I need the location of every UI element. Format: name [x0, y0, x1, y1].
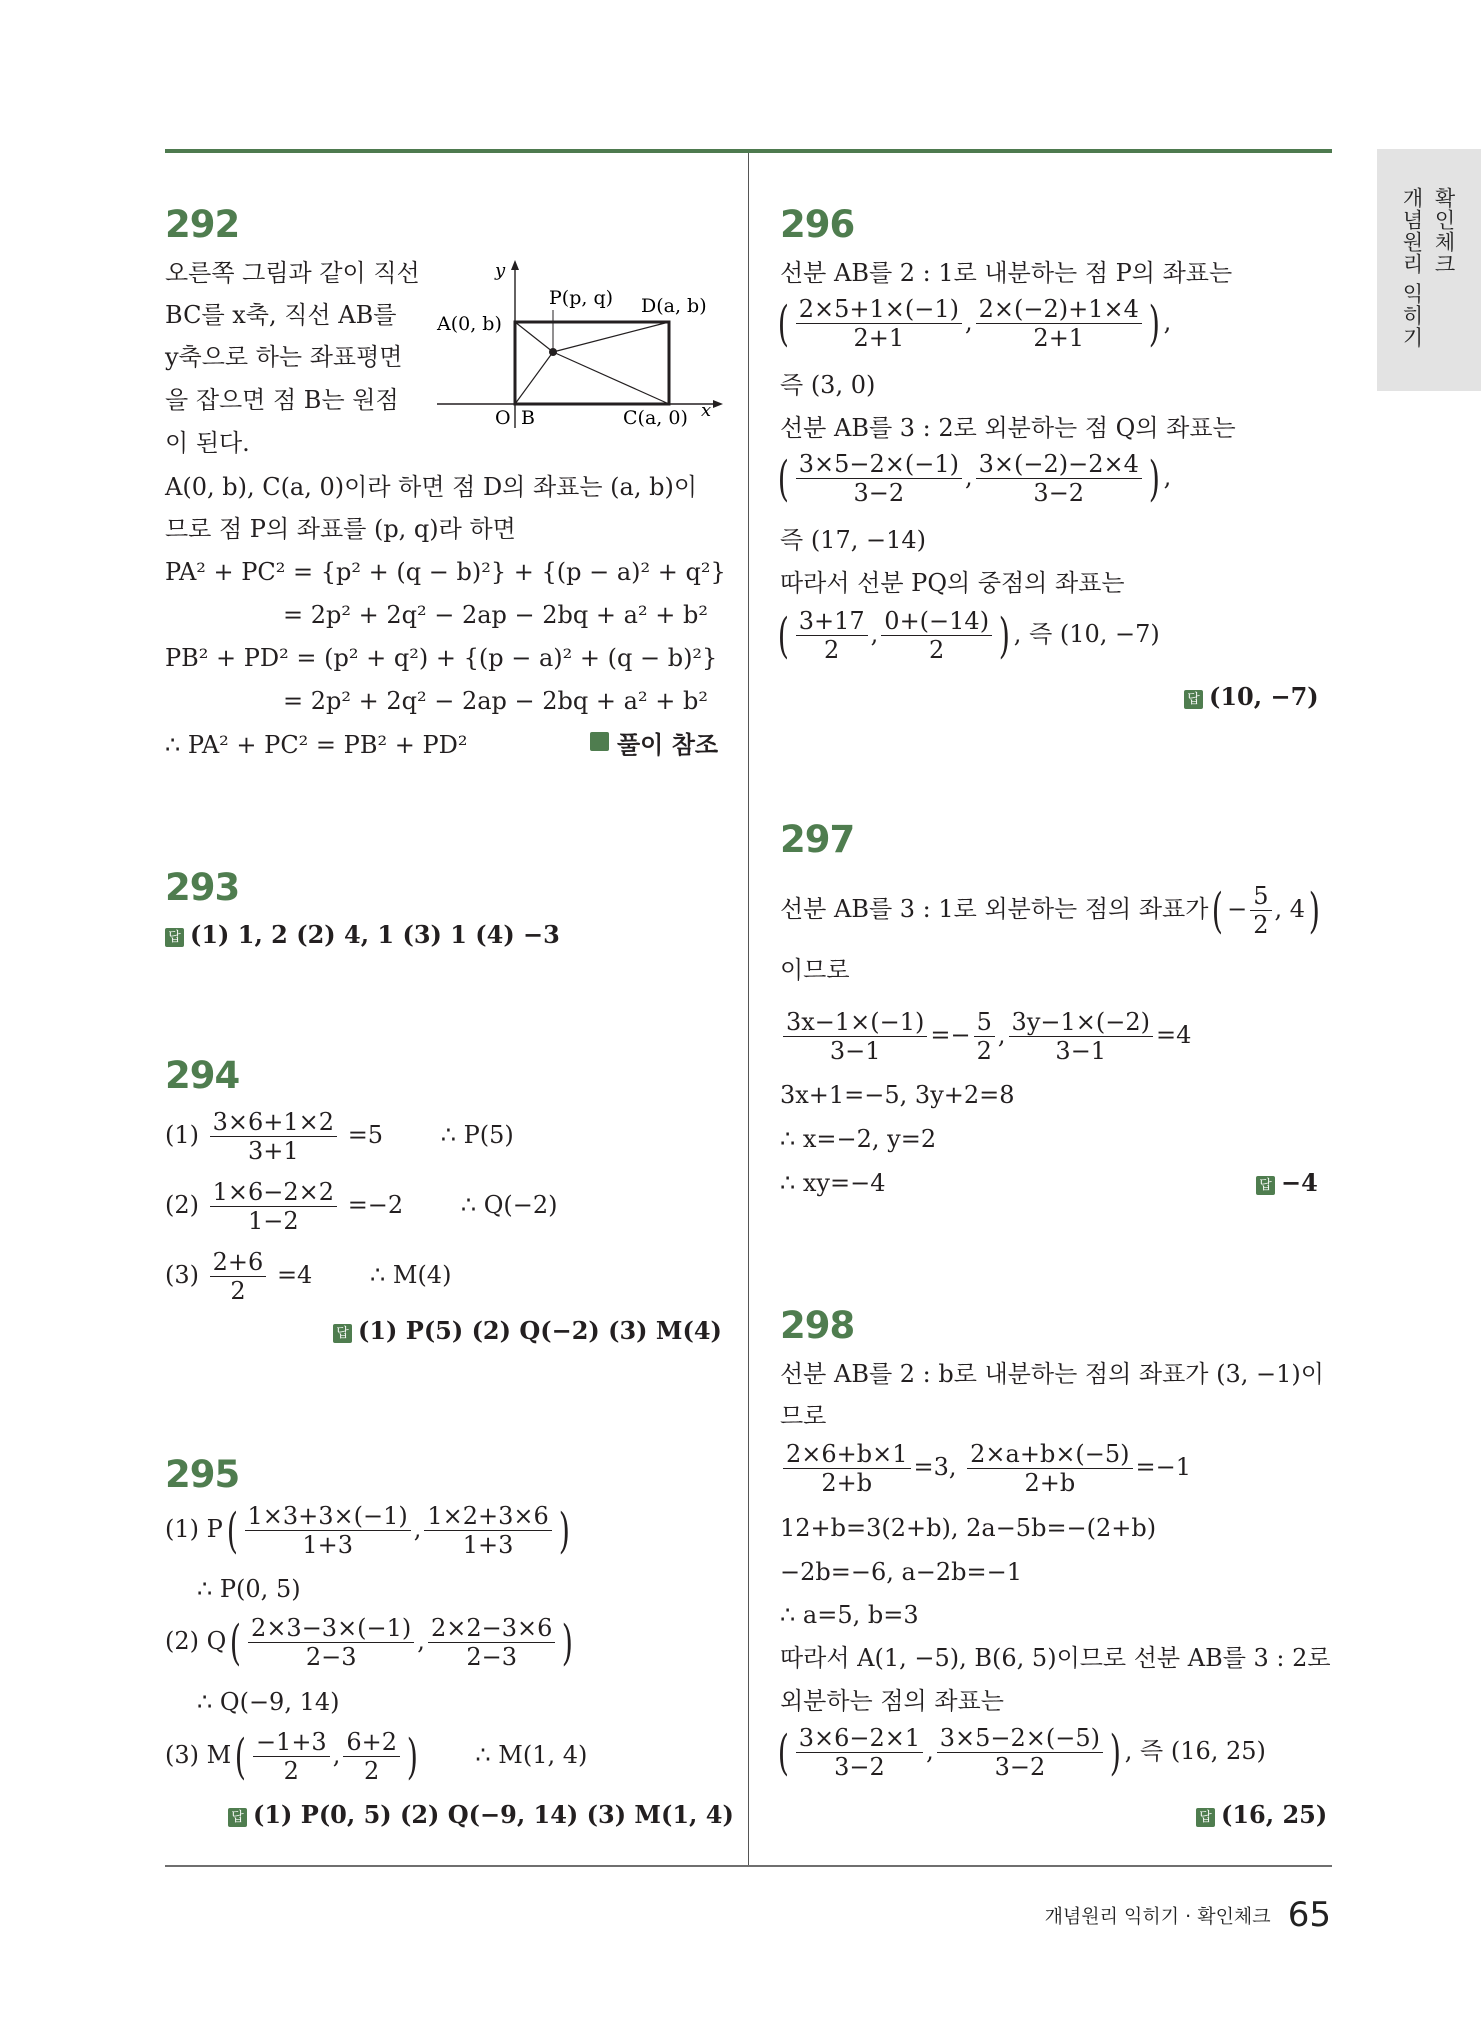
p295-answer: [228, 1800, 734, 1830]
p296-line-4: 즉 (17, −14): [780, 526, 926, 554]
p296-line-2: 즉 (3, 0): [780, 371, 876, 399]
answer-marker-icon: 답: [1256, 1176, 1275, 1195]
fraction-denominator: 2: [1253, 911, 1269, 939]
fraction-numerator: 2×2−3×6: [428, 1614, 555, 1643]
p298-line-3: 12+b=3(2+b), 2a−5b=−(2+b): [780, 1514, 1157, 1542]
p294-l2-result: ∴ Q(−2): [460, 1191, 558, 1219]
problem-number-298: 298: [780, 1304, 855, 1347]
fraction-numerator: 3+17: [796, 607, 868, 636]
p292-line-5: 이 된다.: [165, 429, 250, 457]
p295-l3-fraction-x: [253, 1728, 330, 1785]
p292-line-4: 을 잡으면 점 B는 원점: [165, 386, 399, 414]
p294-l3-label: (3): [165, 1261, 199, 1289]
fraction-numerator: 3×6+1×2: [210, 1108, 337, 1137]
fraction-numerator: 3×5−2×(−5): [937, 1724, 1103, 1753]
fraction-denominator: 2: [929, 636, 945, 664]
p297-f1-y: [1009, 1008, 1153, 1065]
p295-result-1: ∴ P(0, 5): [197, 1575, 301, 1603]
fig-point-a: A(0, b): [437, 313, 502, 335]
fraction-denominator: 2+1: [1033, 324, 1085, 352]
p295-result-2: ∴ Q(−9, 14): [197, 1688, 340, 1716]
fraction-numerator: 2×a+b×(−5): [967, 1440, 1132, 1469]
fraction-numerator: 1×2+3×6: [424, 1502, 551, 1531]
fraction-numerator: 3×6−2×1: [796, 1724, 923, 1753]
p294-answer: [333, 1316, 722, 1346]
p292-line-7: 므로 점 P의 좌표를 (p, q)라 하면: [165, 515, 516, 543]
p292-line-2: BC를 x축, 직선 AB를: [165, 301, 397, 329]
p296-f2-y: [976, 450, 1142, 507]
problem-number-292: 292: [165, 203, 240, 246]
p295-line-3: (3) M( $\frac{-1+3}{2}$ , $\frac{6+2}{2}$ ) ∴ M(1, 4): [165, 1728, 588, 1785]
footer-section-title: 개념원리 익히기 · 확인체크: [1044, 1905, 1271, 1928]
p297-line-2: 이므로: [780, 956, 850, 984]
p295-l1-label: (1) P: [165, 1515, 223, 1543]
p298-answer-text: (16, 25): [1221, 1800, 1328, 1829]
fraction-numerator: 5: [974, 1008, 995, 1037]
rectangle-coordinate-figure: [433, 258, 728, 433]
fraction-numerator: 6+2: [343, 1728, 400, 1757]
p294-l2-label: (2): [165, 1191, 199, 1219]
p294-l3-value: =4: [276, 1261, 313, 1289]
fraction-denominator: 1+3: [302, 1531, 353, 1559]
p294-l1-result: ∴ P(5): [440, 1121, 514, 1149]
p297-equals-x: =−: [930, 1021, 971, 1049]
p297-line-1: 선분 AB를 3 : 1로 외분하는 점의 좌표가( − $\frac{5}{2}$ , 4): [780, 882, 1321, 939]
problem-number-295: 295: [165, 1453, 240, 1496]
p296-answer-text: (10, −7): [1209, 682, 1319, 711]
p292-line-6: A(0, b), C(a, 0)이라 하면 점 D의 좌표는 (a, b)이: [165, 473, 698, 501]
p296-line-1: 선분 AB를 2 : 1로 내분하는 점 P의 좌표는: [780, 259, 1233, 287]
side-tab-subtitle: 개념원리 익히기: [1400, 187, 1424, 349]
p297-five-halves: [974, 1008, 995, 1065]
p297-line-5: ∴ xy=−4: [780, 1169, 886, 1197]
fraction-denominator: 2−3: [305, 1643, 357, 1671]
p294-l1-label: (1): [165, 1121, 199, 1149]
fraction-denominator: 2: [283, 1757, 299, 1785]
fraction-denominator: 2: [230, 1277, 246, 1305]
fraction-denominator: 3−1: [1055, 1037, 1107, 1065]
fraction-denominator: 1+3: [462, 1531, 514, 1559]
side-tab: [1377, 149, 1481, 391]
fraction-denominator: 3−2: [834, 1753, 885, 1781]
p294-line-2: [165, 1178, 558, 1235]
p298-line-6: 따라서 A(1, −5), B(6, 5)이므로 선분 AB를 3 : 2로: [780, 1644, 1331, 1672]
p298-answer: [1196, 1800, 1327, 1830]
p296-f1-x: [796, 295, 962, 352]
p292-line-8: PA² + PC² = {p² + (q − b)²} + {(p − a)² + q²}: [165, 558, 726, 586]
fraction-denominator: 2+b: [821, 1469, 873, 1497]
fraction-denominator: 2−3: [466, 1643, 517, 1671]
p296-line-5: 따라서 선분 PQ의 중점의 좌표는: [780, 569, 1125, 597]
p297-coord-fraction: [1250, 882, 1271, 939]
fraction-denominator: 2+b: [1024, 1469, 1076, 1497]
p296-fraction-line-3: ( $\frac{3+17}{2}$ , $\frac{0+(-14)}{2}$ ) , 즉 (10, −7): [777, 607, 1160, 664]
fig-y-label: y: [495, 260, 506, 281]
fig-point-p: P(p, q): [549, 287, 614, 309]
p297-coord-y: 4: [1289, 895, 1306, 923]
p298-f1-x: [783, 1440, 911, 1497]
p294-l2-value: =−2: [347, 1191, 404, 1219]
p293-answer-text: (1) 1, 2 (2) 4, 1 (3) 1 (4) −3: [190, 920, 560, 949]
p298-equals-y: =−1: [1135, 1453, 1192, 1481]
p298-line-2: 므로: [780, 1402, 827, 1430]
p295-l1-fraction-y: [424, 1502, 551, 1559]
p295-l2-fraction-y: [428, 1614, 555, 1671]
side-tab-title: 확인체크: [1432, 187, 1456, 275]
p297-line-3: 3x+1=−5, 3y+2=8: [780, 1081, 1015, 1109]
p294-l3-result: ∴ M(4): [369, 1261, 452, 1289]
p298-external-point-result: 즉 (16, 25): [1140, 1737, 1266, 1765]
fraction-numerator: 3×(−2)−2×4: [976, 450, 1142, 479]
fraction-denominator: 3−2: [994, 1753, 1046, 1781]
p298-equals-x: =3,: [913, 1453, 957, 1481]
fraction-numerator: 2×3−3×(−1): [248, 1614, 414, 1643]
fraction-denominator: 2: [824, 636, 840, 664]
fig-point-d: D(a, b): [641, 295, 707, 317]
p292-line-3: y축으로 하는 좌표평면: [165, 343, 403, 371]
bottom-rule: [165, 1865, 1332, 1867]
problem-number-294: 294: [165, 1054, 240, 1097]
p297-answer: [1256, 1168, 1318, 1198]
fraction-numerator: 2+6: [210, 1248, 267, 1277]
fraction-denominator: 3−1: [829, 1037, 881, 1065]
column-divider: [748, 153, 749, 1867]
p297-fraction-line: $\frac{3x-1\times(-1)}{3-1}$ =− $\frac{5}{2}$ , $\frac{3y-1\times(-2)}{3-1}$ =4: [780, 1008, 1191, 1065]
p298-line-4: −2b=−6, a−2b=−1: [780, 1558, 1023, 1586]
p296-line-3: 선분 AB를 3 : 2로 외분하는 점 Q의 좌표는: [780, 414, 1236, 442]
fraction-numerator: 3y−1×(−2): [1009, 1008, 1153, 1037]
p292-line-1: 오른쪽 그림과 같이 직선: [165, 259, 420, 287]
answer-marker-icon: 답: [165, 928, 184, 947]
p296-f1-y: [976, 295, 1142, 352]
p292-line-9: = 2p² + 2q² − 2ap − 2bq + a² + b²: [283, 601, 708, 629]
p292-line-10: PB² + PD² = (p² + q²) + {(p − a)² + (q − b)²}: [165, 644, 718, 672]
p296-f3-y: [881, 607, 992, 664]
p296-f3-x: [796, 607, 868, 664]
fraction-denominator: 3−2: [1033, 479, 1085, 507]
p292-answer-text: 풀이 참조: [617, 731, 719, 759]
p292-line-11: = 2p² + 2q² − 2ap − 2bq + a² + b²: [283, 687, 708, 715]
answer-marker-icon: 답: [333, 1324, 352, 1343]
p298-f2-x: [796, 1724, 923, 1781]
answer-marker-icon: 답: [1184, 690, 1203, 709]
fraction-denominator: 2: [976, 1037, 992, 1065]
p292-line-12: ∴ PA² + PC² = PB² + PD²: [165, 731, 468, 759]
p298-fraction-line-2: ( $\frac{3\times 6-2\times 1}{3-2}$ , $\frac{3\times 5-2\times(-5)}{3-2}$ ) , 즉 (16, 25): [777, 1724, 1266, 1781]
p296-fraction-line-1: ( $\frac{2\times 5+1\times(-1)}{2+1}$ , $\frac{2\times(-2)+1\times 4}{2+1}$ ) ,: [777, 295, 1172, 352]
fraction-numerator: 2×5+1×(−1): [796, 295, 962, 324]
fraction-numerator: 0+(−14): [881, 607, 992, 636]
p295-answer-text: (1) P(0, 5) (2) Q(−9, 14) (3) M(1, 4): [253, 1800, 734, 1829]
p297-line-1-text: 선분 AB를 3 : 1로 외분하는 점의 좌표가: [780, 895, 1209, 923]
fraction-numerator: 1×3+3×(−1): [245, 1502, 411, 1531]
p298-line-1: 선분 AB를 2 : b로 내분하는 점의 좌표가 (3, −1)이: [780, 1360, 1324, 1388]
fig-origin-o: O: [495, 407, 511, 429]
p298-line-5: ∴ a=5, b=3: [780, 1601, 919, 1629]
p293-answer: [165, 920, 560, 950]
p292-answer: [590, 730, 718, 760]
p296-midpoint-result: 즉 (10, −7): [1029, 620, 1160, 648]
p295-l1-fraction-x: [245, 1502, 411, 1559]
fraction-numerator: 2×(−2)+1×4: [976, 295, 1142, 324]
fraction-denominator: 3+1: [248, 1137, 299, 1165]
p298-fraction-line-1: [780, 1440, 1191, 1497]
p298-f1-y: [967, 1440, 1132, 1497]
p294-line-3: [165, 1248, 451, 1305]
problem-number-296: 296: [780, 203, 855, 246]
fraction-denominator: 2: [364, 1757, 380, 1785]
p297-answer-text: −4: [1281, 1168, 1318, 1197]
p297-equals-y: =4: [1155, 1021, 1192, 1049]
p295-l2-label: (2) Q: [165, 1627, 227, 1655]
fraction-numerator: 1×6−2×2: [210, 1178, 337, 1207]
answer-marker-icon: 답: [228, 1808, 247, 1827]
p294-l2-fraction: [210, 1178, 337, 1235]
fraction-denominator: 3−2: [853, 479, 905, 507]
p298-f2-y: [937, 1724, 1103, 1781]
p294-answer-text: (1) P(5) (2) Q(−2) (3) M(4): [358, 1316, 722, 1345]
fraction-numerator: 3x−1×(−1): [783, 1008, 927, 1037]
p295-line-2: (2) Q( $\frac{2\times 3-3\times(-1)}{2-3}$ , $\frac{2\times 2-3\times 6}{2-3}$ ): [165, 1614, 574, 1671]
p294-line-1: [165, 1108, 514, 1165]
p295-l3-label: (3) M: [165, 1741, 232, 1769]
fraction-denominator: 1−2: [248, 1207, 299, 1235]
p295-l3-fraction-y: [343, 1728, 400, 1785]
p297-f1-x: [783, 1008, 927, 1065]
fig-x-label: x: [701, 400, 712, 421]
fig-point-c: C(a, 0): [623, 407, 688, 429]
fraction-numerator: −1+3: [253, 1728, 330, 1757]
p297-line-4: ∴ x=−2, y=2: [780, 1125, 937, 1153]
p294-l1-value: =5: [347, 1121, 384, 1149]
problem-number-297: 297: [780, 818, 855, 861]
p296-answer: [1184, 682, 1319, 712]
answer-marker-icon: [590, 732, 609, 751]
problem-number-293: 293: [165, 866, 240, 909]
fraction-numerator: 2×6+b×1: [783, 1440, 911, 1469]
p298-line-7: 외분하는 점의 좌표는: [780, 1687, 1004, 1715]
p295-l3-result: ∴ M(1, 4): [475, 1741, 588, 1769]
page-number: 65: [1287, 1895, 1331, 1935]
p294-l3-fraction: [210, 1248, 267, 1305]
p295-line-1: (1) P( $\frac{1\times 3+3\times(-1)}{1+3}$ , $\frac{1\times 2+3\times 6}{1+3}$ ): [165, 1502, 570, 1559]
fraction-numerator: 5: [1250, 882, 1271, 911]
p296-fraction-line-2: ( $\frac{3\times 5-2\times(-1)}{3-2}$ , $\frac{3\times(-2)-2\times 4}{3-2}$ ) ,: [777, 450, 1172, 507]
p296-f2-x: [796, 450, 962, 507]
p295-l2-fraction-x: [248, 1614, 414, 1671]
fraction-denominator: 2+1: [853, 324, 905, 352]
p294-l1-fraction: [210, 1108, 337, 1165]
fraction-numerator: 3×5−2×(−1): [796, 450, 962, 479]
page-footer: [1045, 1895, 1331, 1935]
answer-marker-icon: 답: [1196, 1808, 1215, 1827]
fig-point-b: B: [521, 407, 535, 429]
